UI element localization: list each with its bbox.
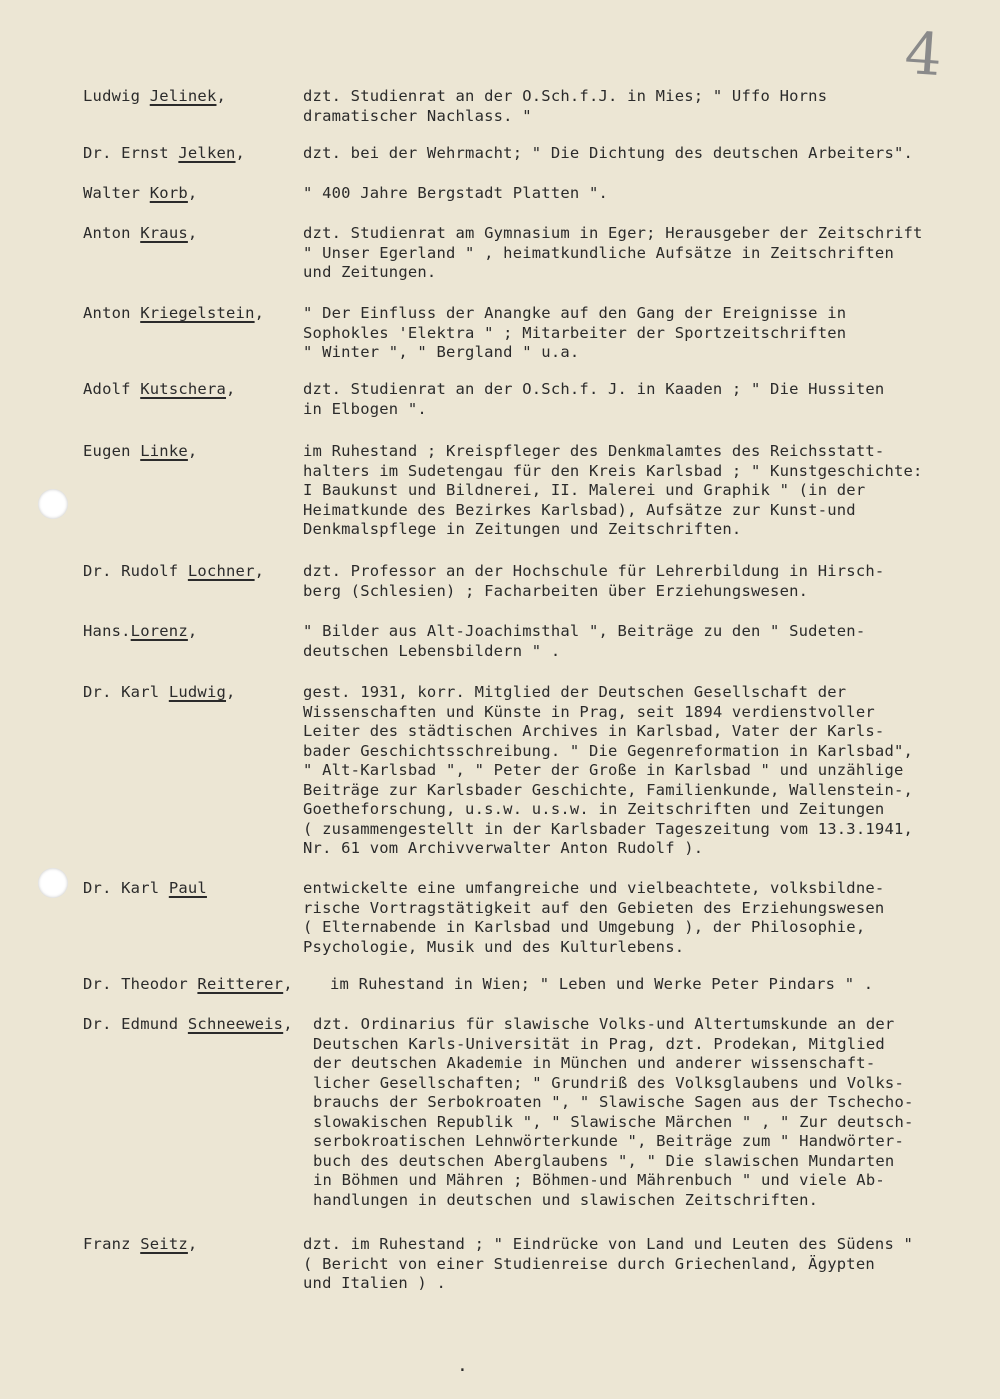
name-prefix: Dr. Theodor — [83, 975, 188, 993]
surname: Kriegelstein — [140, 304, 255, 322]
person-name — [83, 622, 197, 642]
person-name — [83, 562, 264, 582]
name-suffix: , — [216, 87, 227, 105]
surname: Paul — [168, 879, 207, 897]
name-prefix: Ludwig — [83, 87, 141, 105]
name-suffix: , — [187, 442, 198, 460]
name-prefix: Dr. Rudolf — [83, 562, 179, 580]
surname: Schneeweis — [187, 1015, 284, 1033]
person-name — [83, 1015, 293, 1035]
person-name — [83, 683, 236, 703]
name-prefix: Hans. — [83, 622, 131, 640]
person-name — [83, 144, 245, 164]
surname: Linke — [140, 442, 188, 460]
name-suffix: , — [187, 622, 198, 640]
entry-text: im Ruhestand ; Kreispfleger des Denkmalamtes des Reichsstatt- halters im Sudetengau für den Kreis Karlsbad ; " Kunstgeschichte: I Baukunst und Bildnerei, II. Malerei und Graphik " (in der Heimatkunde des Bezirkes Karlsbad), Aufsätze zur Kunst-und Denkmalspflege in Zeitungen und Zeitschriften. — [303, 442, 923, 538]
surname: Jelken — [178, 144, 236, 162]
surname: Korb — [149, 184, 188, 202]
name-prefix: Anton — [83, 304, 131, 322]
name-suffix: , — [283, 975, 293, 993]
name-prefix: Dr. Ernst — [83, 144, 169, 162]
name-suffix: , — [226, 683, 236, 701]
person-name — [83, 1235, 197, 1255]
entry-text: " 400 Jahre Bergstadt Platten ". — [303, 184, 609, 202]
name-suffix: , — [187, 184, 198, 202]
entry-text: dzt. Ordinarius für slawische Volks-und Altertumskunde an der Deutschen Karls-Universität in Prag, dzt. Prodekan, Mitglied der deutschen Akademie in München und anderer wissenschaft- licher Gesellschaften; " Grundriß des Volksglaubens und Volks- brauchs der Serbokroaten ", " Slawische Sagen aus der Tschecho- slowakischen Republik ", " Slawische Märchen " , " Zur deutsch- serbokroatischen Lehnwörterkunde ", Beiträge zum " Handwörter- buch des deutschen Aberglaubens ", " Die slawischen Mundarten in Böhmen und Mähren ; Böhmen-und Mährenbuch " und viele Ab- handlungen in deutschen und slawischen Zeitschriften. — [313, 1015, 914, 1209]
ink-mark: . — [457, 1355, 468, 1376]
name-prefix: Anton — [83, 224, 131, 242]
surname: Kraus — [140, 224, 188, 242]
name-suffix: , — [226, 380, 236, 398]
entry-text: dzt. Studienrat am Gymnasium in Eger; Herausgeber der Zeitschrift " Unser Egerland " , heimatkundliche Aufsätze in Zeitschriften und Zeitungen. — [303, 224, 923, 281]
entry-text: dzt. Professor an der Hochschule für Lehrerbildung in Hirsch- berg (Schlesien) ; Facharbeiten über Erziehungswesen. — [303, 562, 885, 600]
surname: Kutschera — [140, 380, 227, 398]
person-name — [83, 879, 207, 899]
entry-text: dzt. im Ruhestand ; " Eindrücke von Land und Leuten des Südens " ( Bericht von einer Studienreise durch Griechenland, Ägypten und Italien ) . — [303, 1235, 914, 1292]
name-suffix: , — [254, 304, 265, 322]
entry-text: " Der Einfluss der Anangke auf den Gang der Ereignisse in Sophokles 'Elektra " ; Mitarbeiter der Sportzeitschriften " Winter ", " Bergland " u.a. — [303, 304, 847, 361]
person-name — [83, 975, 293, 995]
entry-text: dzt. bei der Wehrmacht; " Die Dichtung des deutschen Arbeiters". — [303, 144, 914, 162]
entry-text: " Bilder aus Alt-Joachimsthal ", Beiträge zu den " Sudeten- deutschen Lebensbildern " . — [303, 622, 866, 660]
punch-hole — [38, 489, 68, 519]
entry-text: im Ruhestand in Wien; " Leben und Werke Peter Pindars " . — [330, 975, 874, 993]
name-prefix: Eugen — [83, 442, 131, 460]
name-suffix: , — [187, 224, 198, 242]
person-name — [83, 380, 236, 400]
name-prefix: Walter — [83, 184, 141, 202]
name-prefix: Dr. Edmund — [83, 1015, 179, 1033]
surname: Lochner — [187, 562, 255, 580]
punch-hole — [38, 868, 68, 898]
entry-text: entwickelte eine umfangreiche und vielbeachtete, volksbildne- rische Vortragstätigkeit auf den Gebieten des Erziehungswesen ( Elternabende in Karlsbad und Umgebung ), der Philosophie, Psychologie, Musik und des Kulturlebens. — [303, 879, 885, 956]
surname: Reitterer — [197, 975, 284, 993]
entry-text: dzt. Studienrat an der O.Sch.f.J. in Mies; " Uffo Horns dramatischer Nachlass. " — [303, 87, 828, 125]
name-prefix: Franz — [83, 1235, 131, 1253]
name-prefix: Adolf — [83, 380, 131, 398]
name-suffix: , — [235, 144, 246, 162]
person-name — [83, 224, 197, 244]
surname: Seitz — [140, 1235, 188, 1253]
person-name — [83, 87, 226, 107]
surname: Lorenz — [130, 622, 188, 640]
surname: Ludwig — [168, 683, 227, 701]
person-name — [83, 184, 197, 204]
name-suffix: , — [187, 1235, 198, 1253]
name-prefix: Dr. Karl — [83, 879, 160, 897]
name-suffix: , — [254, 562, 265, 580]
entry-text: gest. 1931, korr. Mitglied der Deutschen Gesellschaft der Wissenschaften und Künste in Prag, seit 1894 verdienstvoller Leiter des städtischen Archives in Karlsbad, Vater der Karls- bader Geschichtsschreibung. " Die Gegenreformation in Karlsbad", " Alt-Karlsbad ", " Peter der Große in Karlsbad " und unzählige Beiträge zur Karlsbader Geschichte, Familienkunde, Wallenstein-, Goetheforschung, u.s.w. u.s.w. in Zeitschriften und Zeitungen ( zusammengestellt in der Karlsbader Tageszeitung vom 13.3.1941, Nr. 61 vom Archivverwalter Anton Rudolf ). — [303, 683, 914, 857]
name-prefix: Dr. Karl — [83, 683, 160, 701]
person-name — [83, 304, 264, 324]
page-number: 4 — [902, 18, 945, 90]
surname: Jelinek — [149, 87, 217, 105]
entry-text: dzt. Studienrat an der O.Sch.f. J. in Kaaden ; " Die Hussiten in Elbogen ". — [303, 380, 885, 418]
name-suffix: , — [283, 1015, 293, 1033]
person-name — [83, 442, 197, 462]
